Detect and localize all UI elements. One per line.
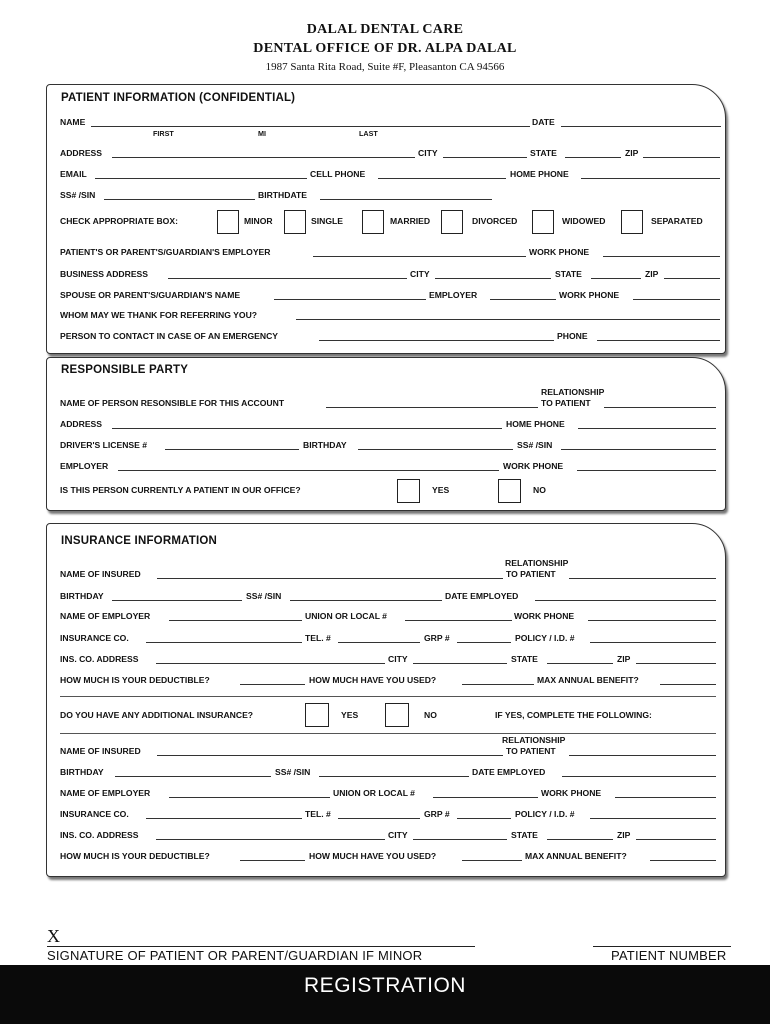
ins2-company-field[interactable] bbox=[146, 809, 302, 819]
signature-x-mark: X bbox=[47, 926, 60, 946]
ins1-tel-label: TEL. # bbox=[305, 633, 331, 643]
ins1-used-field[interactable] bbox=[462, 675, 534, 685]
ins2-city-label: CITY bbox=[388, 830, 408, 840]
ins1-relationship-field[interactable] bbox=[569, 569, 716, 579]
ins1-grp-field[interactable] bbox=[457, 633, 511, 643]
referral-row bbox=[60, 310, 720, 324]
married-checkbox[interactable] bbox=[362, 210, 384, 234]
responsible-section-title: RESPONSIBLE PARTY bbox=[61, 364, 189, 376]
ss-label: SS# /SIN bbox=[60, 190, 96, 200]
minor-text: MINOR bbox=[244, 216, 273, 226]
additional-no-text: NO bbox=[424, 710, 437, 720]
address-label: ADDRESS bbox=[60, 148, 103, 158]
rp-work-phone-label: WORK PHONE bbox=[503, 461, 564, 471]
referral-label: WHOM MAY WE THANK FOR REFERRING YOU? bbox=[60, 310, 258, 320]
ins1-address-field[interactable] bbox=[156, 654, 385, 664]
spouse-employer-field[interactable] bbox=[490, 290, 556, 300]
emergency-label: PERSON TO CONTACT IN CASE OF AN EMERGENCY bbox=[60, 331, 279, 341]
birthdate-label: BIRTHDATE bbox=[258, 190, 308, 200]
additional-no-checkbox[interactable] bbox=[385, 703, 409, 727]
ins1-date-employed-label: DATE EMPLOYED bbox=[445, 591, 519, 601]
rp-name-row bbox=[60, 398, 720, 412]
patient-ss-row bbox=[60, 190, 720, 204]
spouse-label: SPOUSE OR PARENT'S/GUARDIAN'S NAME bbox=[60, 290, 241, 300]
ins2-insured-label: NAME OF INSURED bbox=[60, 746, 141, 756]
ins1-address-label: INS. CO. ADDRESS bbox=[60, 654, 139, 664]
patient-section-title: PATIENT INFORMATION (CONFIDENTIAL) bbox=[61, 92, 296, 104]
additional-insurance-question: DO YOU HAVE ANY ADDITIONAL INSURANCE? bbox=[60, 710, 254, 720]
rp-no-checkbox[interactable] bbox=[498, 479, 521, 503]
rp-ss-field[interactable] bbox=[561, 440, 716, 450]
ins2-birthday-row bbox=[60, 767, 720, 781]
ins2-address-field[interactable] bbox=[156, 830, 385, 840]
ins1-deductible-row bbox=[60, 675, 720, 689]
ins2-birthday-label: BIRTHDAY bbox=[60, 767, 104, 777]
ins1-insured-field[interactable] bbox=[157, 569, 503, 579]
rp-employer-row bbox=[60, 461, 720, 475]
ins1-grp-label: GRP # bbox=[424, 633, 450, 643]
signature-field[interactable] bbox=[47, 930, 475, 947]
rp-relationship-field[interactable] bbox=[604, 398, 716, 408]
ins2-grp-label: GRP # bbox=[424, 809, 450, 819]
ins2-address-row bbox=[60, 830, 720, 844]
ins1-date-employed-field[interactable] bbox=[535, 591, 716, 601]
ins1-ss-field[interactable] bbox=[290, 591, 442, 601]
business-address-row bbox=[60, 269, 720, 283]
zip-field[interactable] bbox=[643, 148, 720, 158]
patient-number-label: PATIENT NUMBER bbox=[611, 948, 727, 963]
check-box-label: CHECK APPROPRIATE BOX: bbox=[60, 216, 178, 226]
ins1-employer-label: NAME OF EMPLOYER bbox=[60, 611, 151, 621]
rp-home-phone-label: HOME PHONE bbox=[506, 419, 565, 429]
ins1-work-phone-label: WORK PHONE bbox=[514, 611, 575, 621]
ins2-state-label: STATE bbox=[511, 830, 538, 840]
rp-birthday-field[interactable] bbox=[358, 440, 513, 450]
additional-yes-text: YES bbox=[341, 710, 359, 720]
ins1-birthday-row bbox=[60, 591, 720, 605]
rp-address-row bbox=[60, 419, 720, 433]
registration-banner-text: REGISTRATION bbox=[304, 974, 466, 997]
emergency-row bbox=[60, 331, 720, 345]
office-name: DENTAL OFFICE OF DR. ALPA DALAL bbox=[253, 41, 517, 56]
patient-number-field[interactable] bbox=[593, 930, 731, 947]
ins2-union-field[interactable] bbox=[433, 788, 538, 798]
home-phone-field[interactable] bbox=[581, 169, 720, 179]
last-sublabel: LAST bbox=[359, 129, 378, 138]
ins-divider-bottom bbox=[60, 732, 716, 734]
ins2-relationship-field[interactable] bbox=[569, 746, 716, 756]
ins2-max-benefit-label: MAX ANNUAL BENEFIT? bbox=[525, 851, 627, 861]
ins2-date-employed-field[interactable] bbox=[562, 767, 716, 777]
ins2-city-field[interactable] bbox=[413, 830, 507, 840]
ins1-union-field[interactable] bbox=[405, 611, 512, 621]
ins2-deductible-row bbox=[60, 851, 720, 865]
ins2-ss-field[interactable] bbox=[319, 767, 469, 777]
ins1-deductible-label: HOW MUCH IS YOUR DEDUCTIBLE? bbox=[60, 675, 210, 685]
ins2-date-employed-label: DATE EMPLOYED bbox=[472, 767, 546, 777]
ins2-zip-field[interactable] bbox=[636, 830, 716, 840]
ins2-zip-label: ZIP bbox=[617, 830, 631, 840]
ins2-work-phone-field[interactable] bbox=[615, 788, 716, 798]
rp-current-patient-row bbox=[60, 485, 720, 499]
ins1-birthday-field[interactable] bbox=[112, 591, 242, 601]
ins2-insured-row bbox=[60, 746, 720, 760]
ins-divider-top bbox=[60, 695, 716, 697]
business-state-field[interactable] bbox=[591, 269, 641, 279]
ins1-state-field[interactable] bbox=[547, 654, 613, 664]
business-address-label: BUSINESS ADDRESS bbox=[60, 269, 149, 279]
widowed-checkbox[interactable] bbox=[532, 210, 554, 234]
business-city-field[interactable] bbox=[435, 269, 551, 279]
rp-to-patient-label: TO PATIENT bbox=[541, 398, 591, 408]
spouse-work-phone-label: WORK PHONE bbox=[559, 290, 620, 300]
email-label: EMAIL bbox=[60, 169, 87, 179]
ins1-employer-field[interactable] bbox=[169, 611, 302, 621]
spouse-row bbox=[60, 290, 720, 304]
ins2-grp-field[interactable] bbox=[457, 809, 511, 819]
city-label: CITY bbox=[418, 148, 438, 158]
ins2-deductible-label: HOW MUCH IS YOUR DEDUCTIBLE? bbox=[60, 851, 210, 861]
birthdate-field[interactable] bbox=[320, 190, 492, 200]
ins1-to-patient-label: TO PATIENT bbox=[506, 569, 556, 579]
single-text: SINGLE bbox=[311, 216, 343, 226]
ins1-policy-label: POLICY / I.D. # bbox=[515, 633, 575, 643]
cell-phone-field[interactable] bbox=[378, 169, 506, 179]
spouse-field[interactable] bbox=[274, 290, 426, 300]
business-zip-field[interactable] bbox=[664, 269, 720, 279]
ins2-ss-label: SS# /SIN bbox=[275, 767, 311, 777]
ins2-company-label: INSURANCE CO. bbox=[60, 809, 129, 819]
ins1-used-label: HOW MUCH HAVE YOU USED? bbox=[309, 675, 437, 685]
rp-work-phone-field[interactable] bbox=[577, 461, 716, 471]
ins1-insured-label: NAME OF INSURED bbox=[60, 569, 141, 579]
ins1-zip-field[interactable] bbox=[636, 654, 716, 664]
ins2-policy-label: POLICY / I.D. # bbox=[515, 809, 575, 819]
ins2-tel-field[interactable] bbox=[338, 809, 420, 819]
ins2-union-label: UNION OR LOCAL # bbox=[333, 788, 415, 798]
single-checkbox[interactable] bbox=[284, 210, 306, 234]
rp-current-patient-question: IS THIS PERSON CURRENTLY A PATIENT IN OUR OFFICE? bbox=[60, 485, 301, 495]
rp-yes-checkbox[interactable] bbox=[397, 479, 420, 503]
rp-yes-text: YES bbox=[432, 485, 450, 495]
ins2-max-benefit-field[interactable] bbox=[650, 851, 716, 861]
ins2-deductible-field[interactable] bbox=[240, 851, 305, 861]
work-phone-label: WORK PHONE bbox=[529, 247, 590, 257]
first-sublabel: FIRST bbox=[153, 129, 174, 138]
ins2-state-field[interactable] bbox=[547, 830, 613, 840]
ins2-used-label: HOW MUCH HAVE YOU USED? bbox=[309, 851, 437, 861]
minor-checkbox[interactable] bbox=[217, 210, 239, 234]
ins1-employer-row bbox=[60, 611, 720, 625]
rp-employer-field[interactable] bbox=[118, 461, 499, 471]
patient-address-row bbox=[60, 148, 720, 162]
rp-relationship-label: RELATIONSHIP bbox=[541, 387, 605, 397]
ins1-max-benefit-label: MAX ANNUAL BENEFIT? bbox=[537, 675, 639, 685]
ins1-birthday-label: BIRTHDAY bbox=[60, 591, 104, 601]
insurance-section-title: INSURANCE INFORMATION bbox=[61, 535, 218, 547]
name-field[interactable] bbox=[91, 117, 530, 127]
ins1-deductible-field[interactable] bbox=[240, 675, 305, 685]
ins2-employer-label: NAME OF EMPLOYER bbox=[60, 788, 151, 798]
ins2-to-patient-label: TO PATIENT bbox=[506, 746, 556, 756]
rp-no-text: NO bbox=[533, 485, 546, 495]
ins1-ss-label: SS# /SIN bbox=[246, 591, 282, 601]
ins1-zip-label: ZIP bbox=[617, 654, 631, 664]
date-field[interactable] bbox=[561, 117, 721, 127]
ins2-address-label: INS. CO. ADDRESS bbox=[60, 830, 139, 840]
ins2-employer-field[interactable] bbox=[169, 788, 330, 798]
mi-sublabel: MI bbox=[258, 129, 266, 138]
patient-employer-label: PATIENT'S OR PARENT'S/GUARDIAN'S EMPLOYER bbox=[60, 247, 271, 257]
ins1-union-label: UNION OR LOCAL # bbox=[305, 611, 387, 621]
ins1-city-label: CITY bbox=[388, 654, 408, 664]
ins1-city-field[interactable] bbox=[413, 654, 507, 664]
ss-field[interactable] bbox=[104, 190, 255, 200]
business-city-label: CITY bbox=[410, 269, 430, 279]
rp-home-phone-field[interactable] bbox=[578, 419, 716, 429]
practice-name: DALAL DENTAL CARE bbox=[306, 22, 464, 37]
rp-license-field[interactable] bbox=[165, 440, 299, 450]
referral-field[interactable] bbox=[296, 310, 720, 320]
emergency-phone-label: PHONE bbox=[557, 331, 588, 341]
rp-employer-label: EMPLOYER bbox=[60, 461, 109, 471]
name-label: NAME bbox=[60, 117, 86, 127]
patient-contact-row bbox=[60, 169, 720, 183]
city-field[interactable] bbox=[443, 148, 527, 158]
rp-address-field[interactable] bbox=[112, 419, 502, 429]
ins1-work-phone-field[interactable] bbox=[588, 611, 716, 621]
spouse-work-phone-field[interactable] bbox=[633, 290, 720, 300]
ins2-birthday-field[interactable] bbox=[115, 767, 271, 777]
ins2-policy-field[interactable] bbox=[590, 809, 716, 819]
married-text: MARRIED bbox=[390, 216, 431, 226]
emergency-phone-field[interactable] bbox=[597, 331, 720, 341]
ins2-employer-row bbox=[60, 788, 720, 802]
divorced-text: DIVORCED bbox=[472, 216, 518, 226]
ins2-work-phone-label: WORK PHONE bbox=[541, 788, 602, 798]
ins2-tel-label: TEL. # bbox=[305, 809, 331, 819]
ins2-company-row bbox=[60, 809, 720, 823]
ins2-insured-field[interactable] bbox=[157, 746, 503, 756]
ins1-insured-row bbox=[60, 569, 720, 583]
rp-license-row bbox=[60, 440, 720, 454]
ins1-relationship-label: RELATIONSHIP bbox=[505, 558, 569, 568]
business-state-label: STATE bbox=[555, 269, 582, 279]
ins2-used-field[interactable] bbox=[462, 851, 522, 861]
cell-phone-label: CELL PHONE bbox=[310, 169, 366, 179]
patient-employer-field[interactable] bbox=[313, 247, 526, 257]
address-field[interactable] bbox=[112, 148, 415, 158]
spouse-employer-label: EMPLOYER bbox=[429, 290, 478, 300]
widowed-text: WIDOWED bbox=[562, 216, 606, 226]
ins1-max-benefit-field[interactable] bbox=[660, 675, 716, 685]
rp-address-label: ADDRESS bbox=[60, 419, 103, 429]
patient-employer-row bbox=[60, 247, 720, 261]
ins1-policy-field[interactable] bbox=[590, 633, 716, 643]
ins1-company-label: INSURANCE CO. bbox=[60, 633, 129, 643]
office-address: 1987 Santa Rita Road, Suite #F, Pleasanton CA 94566 bbox=[265, 61, 505, 73]
home-phone-label: HOME PHONE bbox=[510, 169, 569, 179]
ins1-address-row bbox=[60, 654, 720, 668]
business-address-field[interactable] bbox=[168, 269, 407, 279]
state-label: STATE bbox=[530, 148, 557, 158]
date-label: DATE bbox=[532, 117, 555, 127]
separated-checkbox[interactable] bbox=[621, 210, 643, 234]
ins1-tel-field[interactable] bbox=[338, 633, 420, 643]
ins2-relationship-label: RELATIONSHIP bbox=[502, 735, 566, 745]
rp-name-field[interactable] bbox=[326, 398, 538, 408]
work-phone-field[interactable] bbox=[603, 247, 720, 257]
email-field[interactable] bbox=[95, 169, 307, 179]
rp-ss-label: SS# /SIN bbox=[517, 440, 553, 450]
rp-license-label: DRIVER'S LICENSE # bbox=[60, 440, 148, 450]
ins1-state-label: STATE bbox=[511, 654, 538, 664]
divorced-checkbox[interactable] bbox=[441, 210, 463, 234]
ins1-company-row bbox=[60, 633, 720, 647]
ins1-company-field[interactable] bbox=[146, 633, 302, 643]
separated-text: SEPARATED bbox=[651, 216, 703, 226]
rp-birthday-label: BIRTHDAY bbox=[303, 440, 347, 450]
rp-name-label: NAME OF PERSON RESONSIBLE FOR THIS ACCOUNT bbox=[60, 398, 285, 408]
if-yes-label: IF YES, COMPLETE THE FOLLOWING: bbox=[495, 710, 652, 720]
business-zip-label: ZIP bbox=[645, 269, 659, 279]
signature-label: SIGNATURE OF PATIENT OR PARENT/GUARDIAN IF MINOR bbox=[47, 948, 423, 963]
zip-label: ZIP bbox=[625, 148, 639, 158]
emergency-field[interactable] bbox=[319, 331, 554, 341]
additional-yes-checkbox[interactable] bbox=[305, 703, 329, 727]
state-field[interactable] bbox=[565, 148, 621, 158]
